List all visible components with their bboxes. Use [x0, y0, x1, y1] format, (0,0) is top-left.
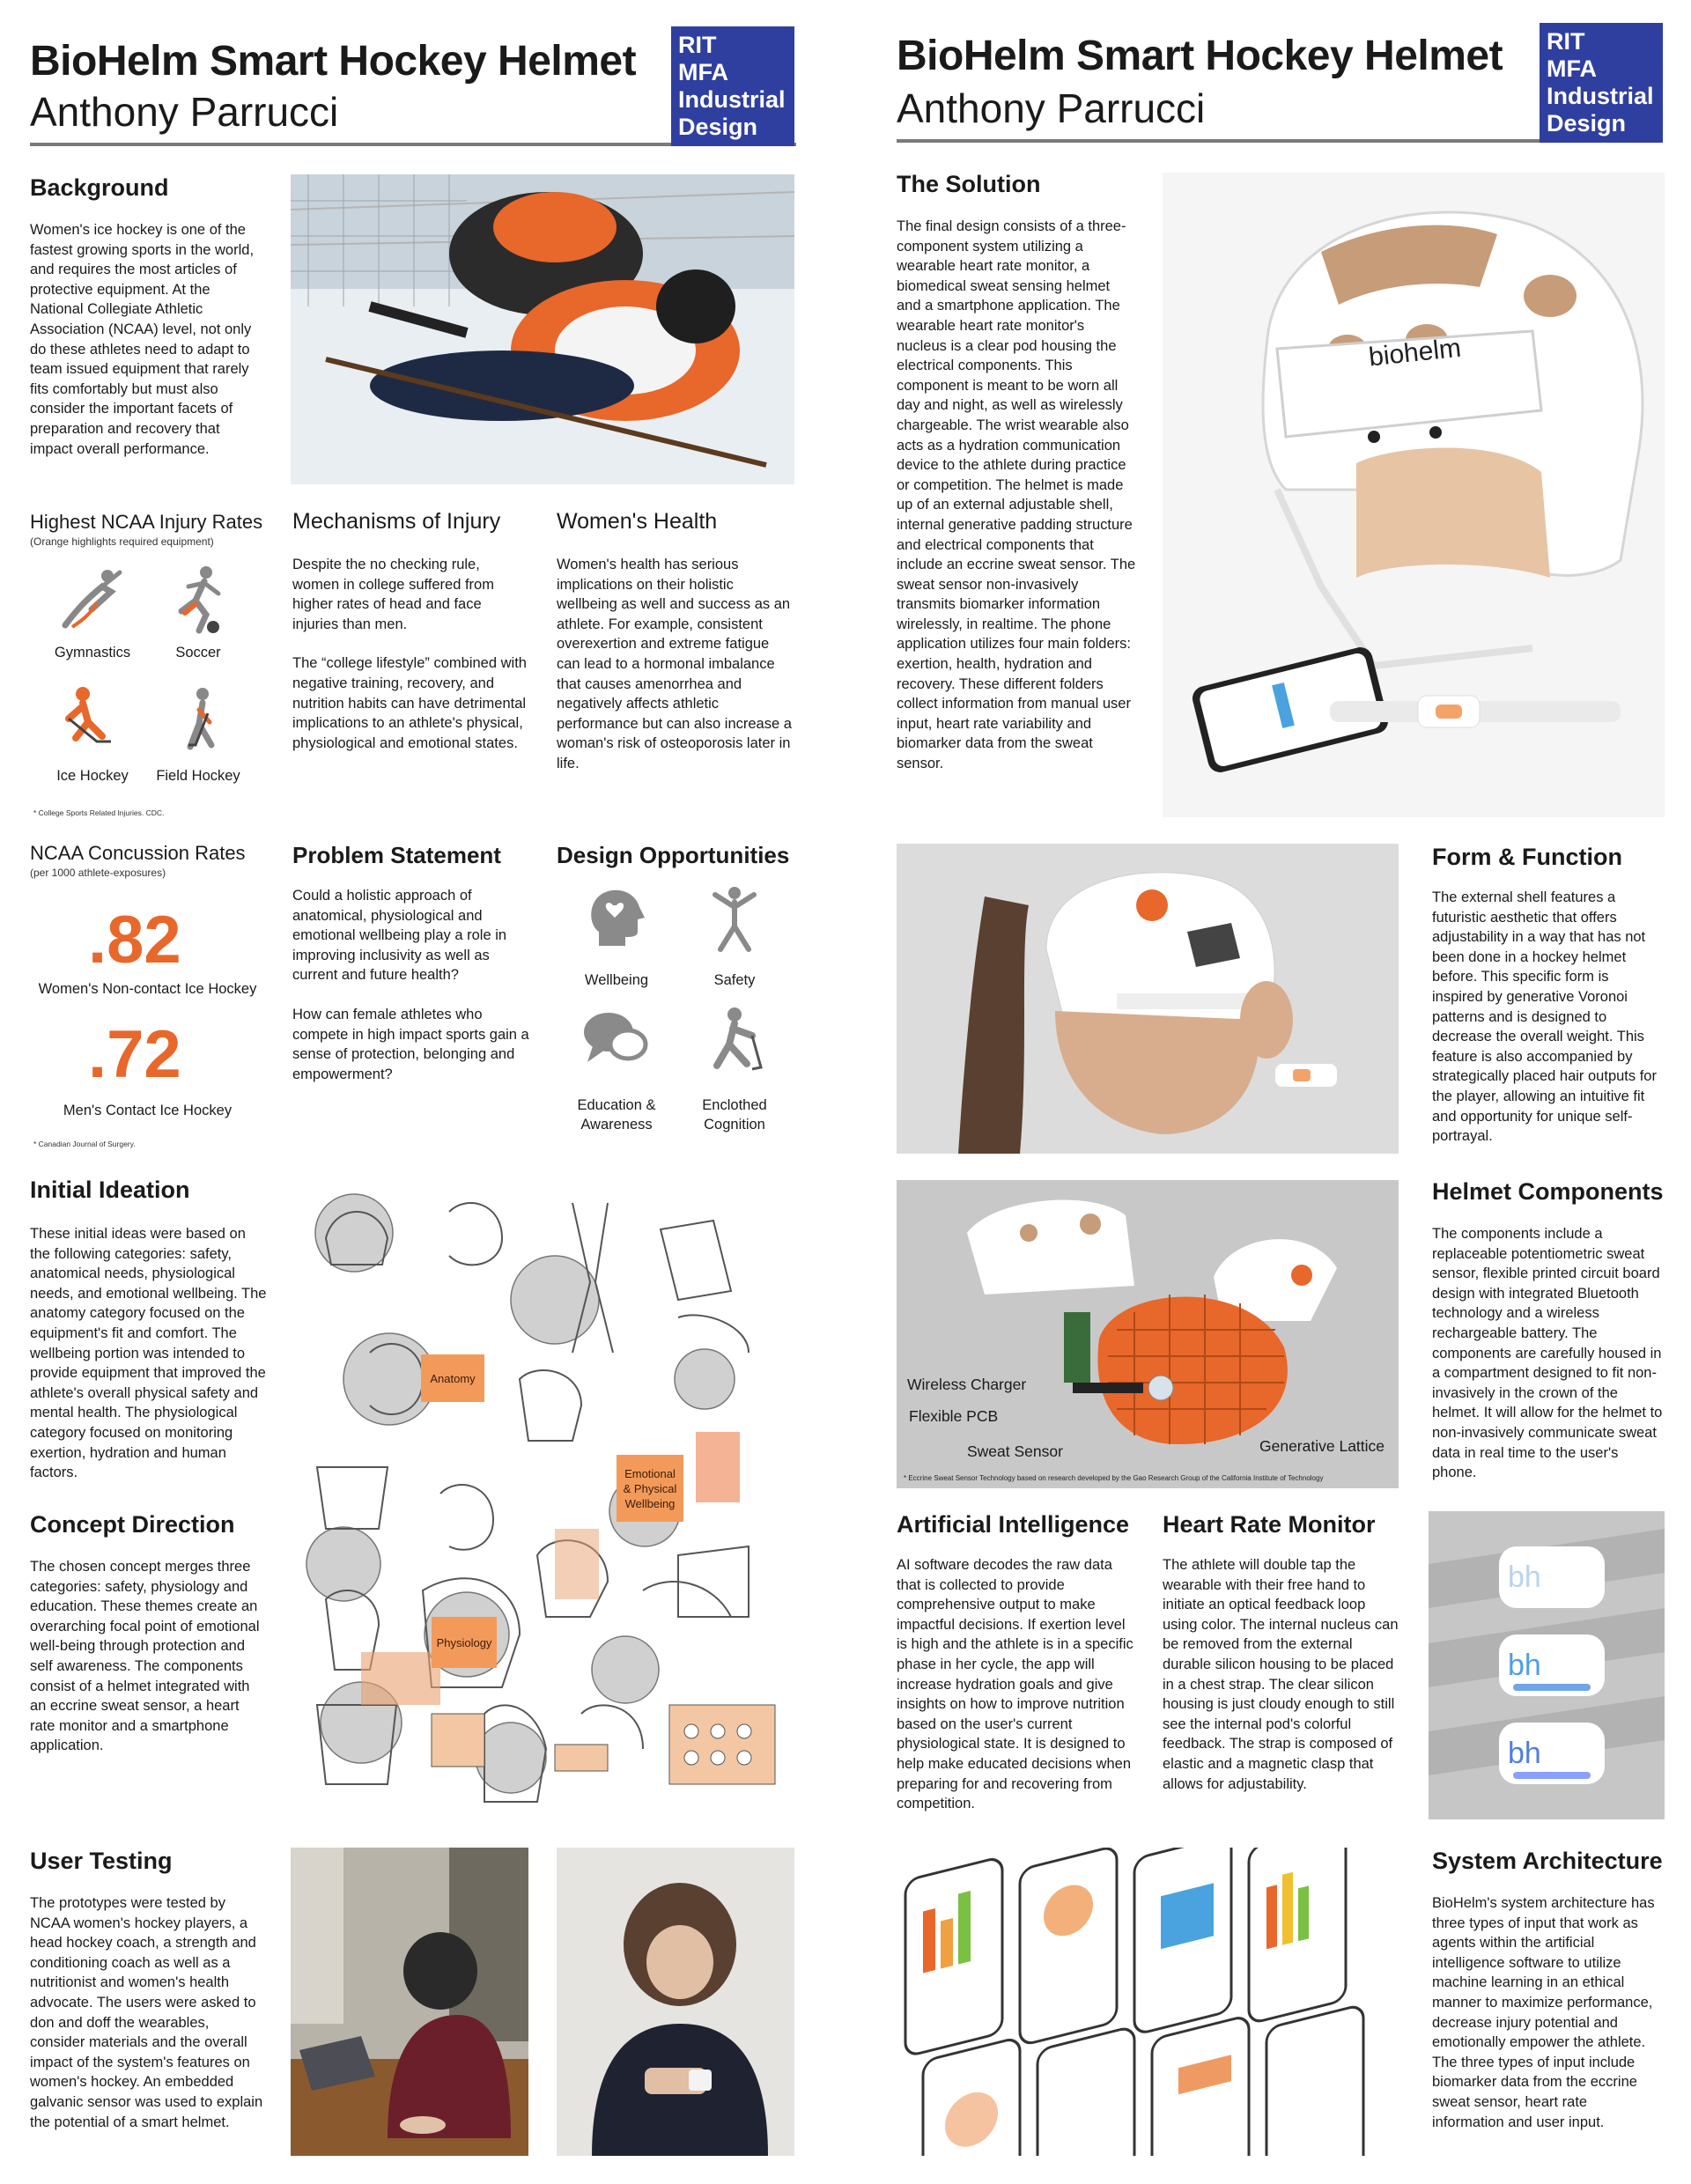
sticky-note-physiology: Physiology — [432, 1617, 497, 1668]
solution-text: The final design consists of a three-component system utilizing a wearable heart rate monitor, a biomedical sweat sensing helmet and a smartphone application. The wearable heart rate monitor's nucleus is a clear pod housing the electrical components. This component is meant to be worn all day and night, as well as wirelessly chargeable. The wrist wearable also acts as a hydration communication device to the athlete during practice or competition. The helmet is made up of an external adjustable shell, internal generative padding structure and electrical components that include an eccrine sweat sensor. The sweat sensor non-invasively transmits biomarker information wirelessly, in realtime. The phone application utilizes four main folders: exertion, health, hydration and recovery. These different folders collect information from manual user input, heart rate variability and biomarker data from the sweat sensor. — [897, 218, 1136, 772]
mechanisms-heading: Mechanisms of Injury — [292, 509, 501, 534]
wireless-charger-label: Wireless Charger — [907, 1376, 1027, 1393]
injury-rates-heading: Highest NCAA Injury Rates — [30, 511, 263, 533]
user-testing-photo-wearable — [557, 1848, 794, 2156]
injury-rates-footnote: * College Sports Related Injuries. CDC. — [33, 808, 165, 817]
mechanisms-paragraph: Despite the no checking rule, women in college suffered from higher rates of head and face injuries than men. — [292, 557, 494, 632]
hockey-action-photo — [291, 174, 794, 484]
background-heading: Background — [30, 174, 169, 201]
generative-lattice-label: Generative Lattice — [1259, 1437, 1385, 1455]
ideation-text: These initial ideas were based on the following categories: safety, anatomical needs, physiological needs, and emotional wellbeing. The anatomy category focused on the equipment's fit and comfort. The wellbeing portion was intended to provide equipment that improved the athlete's overall physical safety and mental health. The physiological category focused on monitoring exertion, hydration and human factors. — [30, 1226, 267, 1481]
field-hockey-icon — [164, 683, 234, 754]
opportunity-label: Education & Awareness — [577, 1097, 656, 1133]
badge-line: Design — [678, 114, 758, 140]
concussion-stat-men: .72 — [88, 1017, 181, 1092]
opportunity-label: Wellbeing — [584, 972, 649, 988]
user-testing-photo-helmet — [291, 1848, 528, 2156]
sport-label: Gymnastics — [54, 645, 131, 660]
problem-paragraph: How can female athletes who compete in high impact sports gain a sense of protection, belonging and empowerment? — [292, 1006, 529, 1082]
mechanisms-text — [292, 555, 530, 772]
hrm-wearables-photo — [1429, 1511, 1665, 1819]
concept-text: The chosen concept merges three categories: safety, physiology and education. These themes create an overarching focal point of emotional well-being through protection and self awareness. The components consist of a helmet integrated with an eccrine sweat sensor, a heart rate monitor and a smartphone application. — [30, 1559, 260, 1754]
flexible-pcb-label: Flexible PCB — [909, 1407, 999, 1425]
sport-label: Field Hockey — [156, 768, 240, 784]
concussion-label-women: Women's Non-contact Ice Hockey — [38, 981, 257, 997]
hrm-text: The athlete will double tap the wearable with their free hand to initiate an optical feedback loop using color. The internal nucleus can be removed from the external durable silicon housing to be placed in a chest strap. The clear silicon housing is just cloudy enough to still see the internal pod's colorful feedback. The strap is composed of elastic and a magnetic clasp that allows for adjustability. — [1163, 1557, 1399, 1792]
badge-line: Design — [1547, 110, 1627, 136]
womens-health-text: Women's health has serious implications on their holistic wellbeing as well and success as an athlete. For example, consistent overexertion and extreme fatigue can lead to a hormonal imbalance that causes amenorrhea and negatively affects athletic performance but can also increase a woman's risk of osteoporosis later in life. — [557, 557, 792, 771]
background-text: Women's ice hockey is one of the fastest growing sports in the world, and requires the most articles of protective equipment. At the National Collegiate Athletic Association (NCAA) level, not only do these athletes need to adapt to team issued equipment that rarely fits comfortably but must also consider the important facets of preparation and recovery that impact overall performance. — [30, 222, 255, 457]
sticky-note-wellbeing: Emotional & Physical Wellbeing — [617, 1455, 683, 1522]
opportunity-label: Safety — [713, 972, 756, 988]
gymnastics-icon — [56, 564, 127, 634]
badge-line: RIT — [1547, 28, 1585, 55]
form-text: The external shell features a futuristic aesthetic that offers adjustability in a way that has not been done in a hockey helmet before. This specific form is inspired by generative Voronoi patterns and is designed to decrease the overall weight. This feature is also accompanied by strategically placed hair outputs for the player, allowing an intuitive fit and opportunity for unique self-portrayal. — [1432, 889, 1657, 1145]
hrm-logo: bh — [1508, 1649, 1541, 1682]
hrm-heading: Heart Rate Monitor — [1163, 1511, 1376, 1538]
problem-text — [292, 886, 530, 1103]
helmet-logo: biohelm — [1367, 333, 1463, 373]
badge-line: RIT — [678, 32, 717, 58]
injury-rates-subheading: (Orange highlights required equipment) — [30, 535, 214, 548]
app-screens-render — [897, 1848, 1399, 2156]
right-title: BioHelm Smart Hockey Helmet — [897, 33, 1503, 79]
ai-heading: Artificial Intelligence — [897, 1511, 1130, 1538]
ice-hockey-icon — [56, 683, 127, 754]
opportunities-heading: Design Opportunities — [557, 842, 790, 868]
components-text: The components include a replaceable potentiometric sweat sensor, flexible printed circuit board design with integrated Bluetooth technology and a wireless rechargeable battery. The components are carefully housed in a compartment designed to fit non-invasively in the crown of the helmet. It will allow for the helmet to non-invasively communicate sweat data in real time to the user's phone. — [1432, 1226, 1663, 1481]
user-testing-heading: User Testing — [30, 1848, 173, 1874]
sport-label: Ice Hockey — [56, 768, 129, 784]
right-author: Anthony Parrucci — [897, 85, 1206, 131]
biohelm-helmet-photo — [1163, 173, 1665, 817]
badge-line: MFA — [678, 59, 728, 85]
hrm-logo: bh — [1508, 1737, 1541, 1770]
solution-heading: The Solution — [897, 171, 1041, 197]
problem-heading: Problem Statement — [292, 842, 501, 868]
womens-health-heading: Women's Health — [557, 509, 718, 534]
ideation-sketches — [291, 1177, 794, 1811]
concept-heading: Concept Direction — [30, 1511, 235, 1538]
left-title: BioHelm Smart Hockey Helmet — [30, 38, 637, 85]
safety-body-icon — [699, 882, 770, 953]
components-footnote: * Eccrine Sweat Sensor Technology based on research developed by the Gao Research Group of the California Institute of Technology — [904, 1474, 1324, 1482]
badge-line: Industrial — [1547, 83, 1654, 109]
left-rit-badge — [671, 26, 794, 146]
badge-line: MFA — [1547, 55, 1597, 82]
user-testing-text: The prototypes were tested by NCAA women's hockey players, a head hockey coach, a strength and conditioning coach as well as a nutritionist and women's health advocate. The users were asked to don and doff the wearables, consider materials and the overall impact of the system's features on women's hockey. An embedded galvanic sensor was used to explain the potential of a smart helmet. — [30, 1895, 263, 2130]
opportunity-label: Enclothed Cognition — [702, 1097, 767, 1133]
wellbeing-head-icon — [581, 882, 652, 953]
concussion-footnote: * Canadian Journal of Surgery. — [33, 1140, 136, 1148]
sweat-sensor-label: Sweat Sensor — [967, 1442, 1063, 1460]
soccer-icon — [164, 564, 234, 634]
concussion-heading: NCAA Concussion Rates — [30, 842, 246, 864]
left-author: Anthony Parrucci — [30, 89, 339, 135]
concussion-subheading: (per 1000 athlete-exposures) — [30, 867, 166, 879]
architecture-text: BioHelm's system architecture has three types of input that work as agents within the artificial intelligence software to utilize machine learning in an ethical manner to maximize performance, decrease injury potential and emotionally empower the athlete. The three types of input include biomarker data from the eccrine sweat sensor, heart rate information and user input. — [1432, 1895, 1655, 2130]
form-function-photo — [897, 844, 1399, 1154]
mechanisms-paragraph: The “college lifestyle” combined with negative training, recovery, and nutrition habits can have detrimental implications to an athlete's physical, physiological and emotional states. — [292, 655, 527, 751]
education-speech-icon — [578, 1004, 654, 1074]
form-heading: Form & Function — [1432, 844, 1622, 870]
right-rit-badge — [1540, 23, 1663, 143]
problem-paragraph: Could a holistic approach of anatomical, physiological and emotional wellbeing play a role in improving inclusivity as well as current and future health? — [292, 888, 507, 984]
ideation-heading: Initial Ideation — [30, 1177, 190, 1203]
concussion-label-men: Men's Contact Ice Hockey — [63, 1103, 233, 1118]
sport-label: Soccer — [175, 645, 221, 660]
components-heading: Helmet Components — [1432, 1178, 1664, 1205]
hrm-logo: bh — [1508, 1561, 1541, 1594]
architecture-heading: System Architecture — [1432, 1848, 1663, 1874]
enclothed-player-icon — [699, 1004, 770, 1074]
badge-line: Industrial — [678, 86, 786, 113]
sticky-note-anatomy: Anatomy — [421, 1354, 484, 1402]
concussion-stat-women: .82 — [88, 903, 181, 978]
ai-text: AI software decodes the raw data that is collected to provide comprehensive output to make impactful decisions. If exertion level is high and the athlete is in a specific phase in her cycle, the app will increase hydration goals and give insights on how to improve nutrition based on the user's current physiological state. It is designed to help make educated decisions when preparing for and recovering from competition. — [897, 1557, 1133, 1812]
